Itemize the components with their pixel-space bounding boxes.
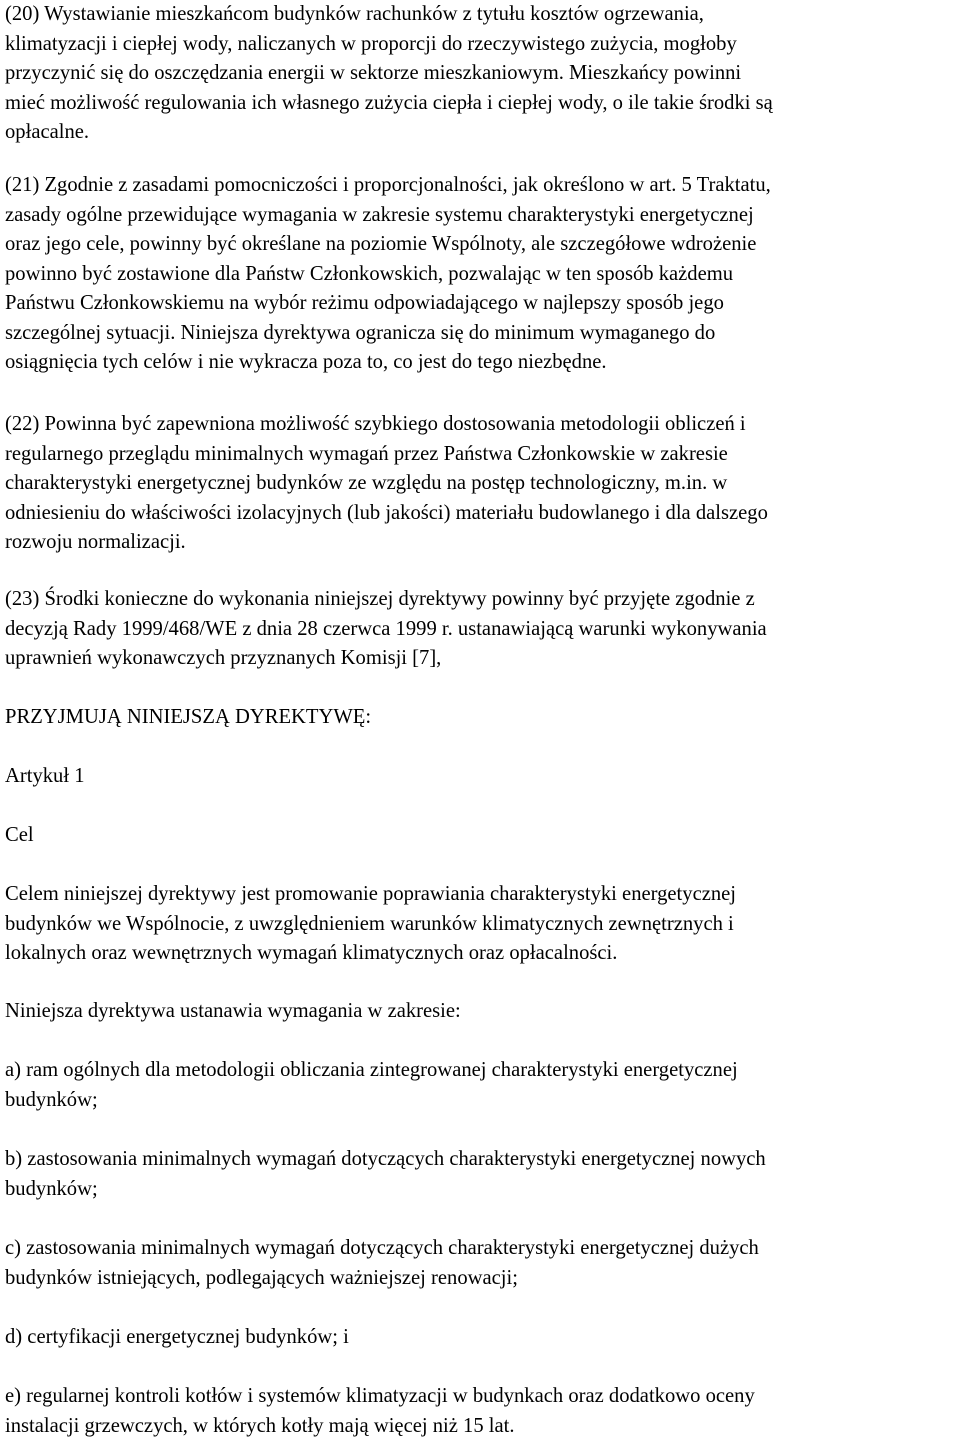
text-line: e) regularnej kontroli kotłów i systemów klimatyzacji w budynkach oraz dodatkowo oceny xyxy=(5,1385,755,1407)
text-line: opłacalne. xyxy=(5,121,90,143)
text-line: (23) Środki konieczne do wykonania niniejszej dyrektywy powinny być przyjęte zgodnie z xyxy=(5,588,755,610)
text-line: budynków we Wspólnocie, z uwzględnieniem warunków klimatycznych zewnętrznych i xyxy=(5,912,734,935)
text-line: (20) Wystawianie mieszkańcom budynków rachunków z tytułu kosztów ogrzewania, xyxy=(5,3,704,25)
text-line: zasady ogólne przewidujące wymagania w zakresie systemu charakterystyki energetycznej xyxy=(5,203,754,226)
text-line: odniesieniu do właściwości izolacyjnych (lub jakości) materiału budowlanego i dla dalszego xyxy=(5,501,768,524)
scope-intro xyxy=(5,997,461,1027)
scope-intro-text: Niniejsza dyrektywa ustanawia wymagania w zakresie: xyxy=(5,1000,461,1022)
article-number-text: Artykuł 1 xyxy=(5,765,85,787)
recital-22 xyxy=(5,410,768,558)
text-line: powinno być zostawione dla Państw Członkowskich, pozwalając w ten sposób każdemu xyxy=(5,262,734,285)
scope-item-b xyxy=(5,1145,766,1204)
text-line: d) certyfikacji energetycznej budynków; i xyxy=(5,1326,349,1348)
text-line: mieć możliwość regulowania ich własnego zużycia ciepła i ciepłej wody, o ile takie środki są xyxy=(5,91,773,114)
text-line: b) zastosowania minimalnych wymagań dotyczących charakterystyki energetycznej nowych xyxy=(5,1148,766,1170)
text-line: lokalnych oraz wewnętrznych wymagań klimatycznych oraz opłacalności. xyxy=(5,942,618,964)
text-line: decyzją Rady 1999/468/WE z dnia 28 czerwca 1999 r. ustanawiającą warunki wykonywania xyxy=(5,617,767,640)
adoption-heading-text: PRZYJMUJĄ NINIEJSZĄ DYREKTYWĘ: xyxy=(5,706,372,728)
recital-21 xyxy=(5,171,771,378)
recital-20 xyxy=(5,0,773,148)
text-line: c) zastosowania minimalnych wymagań dotyczących charakterystyki energetycznej dużych xyxy=(5,1237,759,1259)
article-number xyxy=(5,762,85,792)
text-line: charakterystyki energetycznej budynków ze względu na postęp technologiczny, m.in. w xyxy=(5,472,728,494)
recital-23 xyxy=(5,585,767,674)
article-title xyxy=(5,821,34,851)
text-line: oraz jego cele, powinny być określane na poziomie Wspólnoty, ale szczegółowe wdrożenie xyxy=(5,233,757,255)
text-line: przyczynić się do oszczędzania energii w sektorze mieszkaniowym. Mieszkańcy powinni xyxy=(5,62,742,84)
scope-item-e xyxy=(5,1382,755,1441)
text-line: (21) Zgodnie z zasadami pomocniczości i proporcjonalności, jak określono w art. 5 Traktatu, xyxy=(5,174,771,196)
text-line: budynków; xyxy=(5,1177,98,1200)
text-line: klimatyzacji i ciepłej wody, naliczanych w proporcji do rzeczywistego zużycia, mogłoby xyxy=(5,32,737,55)
scope-item-d xyxy=(5,1323,349,1353)
scope-item-a xyxy=(5,1056,738,1115)
text-line: rozwoju normalizacji. xyxy=(5,531,186,553)
text-line: Celem niniejszej dyrektywy jest promowanie poprawiania charakterystyki energetycznej xyxy=(5,883,737,905)
text-line: a) ram ogólnych dla metodologii obliczania zintegrowanej charakterystyki energetycznej xyxy=(5,1059,738,1081)
text-line: instalacji grzewczych, w których kotły mają więcej niż 15 lat. xyxy=(5,1414,515,1437)
article-title-text: Cel xyxy=(5,824,34,846)
article-purpose xyxy=(5,880,736,969)
text-line: uprawnień wykonawczych przyznanych Komisji [7], xyxy=(5,647,442,669)
scope-item-c xyxy=(5,1234,759,1293)
adoption-heading xyxy=(5,703,371,733)
text-line: budynków istniejących, podlegających ważniejszej renowacji; xyxy=(5,1266,518,1289)
text-line: regularnego przeglądu minimalnych wymagań przez Państwa Członkowskie w zakresie xyxy=(5,442,728,465)
text-line: osiągnięcia tych celów i nie wykracza poza to, co jest do tego niezbędne. xyxy=(5,351,607,373)
text-line: szczególnej sytuacji. Niniejsza dyrektywa ogranicza się do minimum wymaganego do xyxy=(5,321,716,344)
text-line: Państwu Członkowskiemu na wybór reżimu odpowiadającego w najlepszy sposób jego xyxy=(5,292,724,314)
text-line: (22) Powinna być zapewniona możliwość szybkiego dostosowania metodologii obliczeń i xyxy=(5,413,746,435)
text-line: budynków; xyxy=(5,1088,98,1111)
